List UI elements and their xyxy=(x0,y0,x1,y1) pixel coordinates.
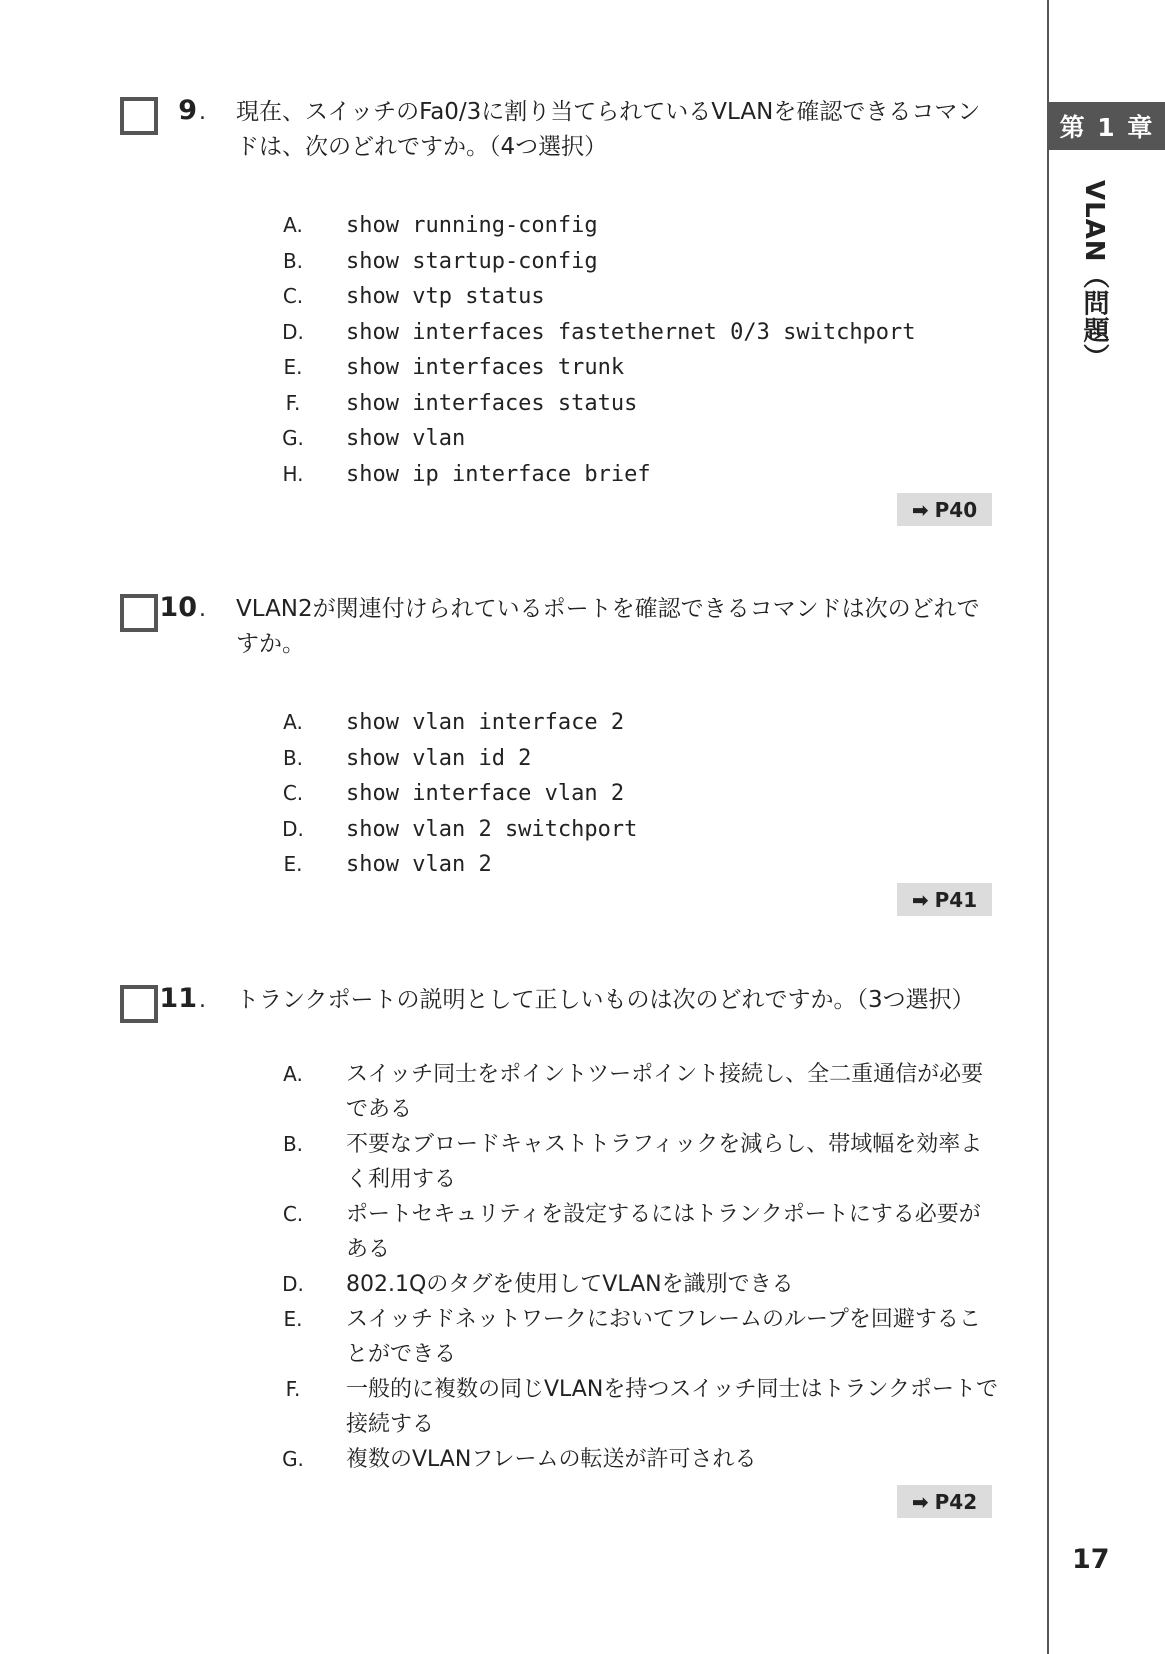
option-item[interactable] xyxy=(278,1442,998,1477)
option-letter: D. xyxy=(282,816,304,841)
question-number xyxy=(108,983,206,1014)
question-number-value: 9 xyxy=(178,95,197,126)
arrow-right-icon: ➡ xyxy=(911,887,929,912)
answer-reference-page: P40 xyxy=(934,497,978,522)
option-item[interactable] xyxy=(278,1057,998,1127)
option-letter: A. xyxy=(283,213,303,237)
option-item[interactable] xyxy=(278,1127,998,1197)
option-letter: A. xyxy=(283,1062,303,1086)
chapter-divider-line xyxy=(1047,0,1049,1654)
question-number-value: 11 xyxy=(159,983,197,1014)
option-item[interactable] xyxy=(278,279,998,315)
option-list xyxy=(278,1057,998,1477)
option-item[interactable] xyxy=(278,1197,998,1267)
option-letter: C. xyxy=(282,284,304,308)
chapter-side-title: VLAN（問題） xyxy=(1079,180,1109,371)
question-number xyxy=(108,592,206,623)
option-letter: B. xyxy=(282,248,304,273)
option-letter: B. xyxy=(282,745,304,770)
option-item[interactable] xyxy=(278,1372,998,1442)
answer-reference-page: P41 xyxy=(934,887,978,912)
option-item[interactable] xyxy=(278,421,998,457)
option-item[interactable] xyxy=(278,457,998,493)
option-list xyxy=(278,208,998,492)
option-letter: E. xyxy=(283,1307,303,1331)
option-letter: C. xyxy=(282,1202,304,1226)
question-number-dot: . xyxy=(199,100,206,125)
question-text: 現在、スイッチのFa0/3に割り当てられているVLANを確認できるコマンドは、次のどれですか。（4つ選択） xyxy=(236,99,981,160)
option-text: 802.1Qのタグを使用してVLANを識別できる xyxy=(346,1272,794,1297)
option-text: スイッチ同士をポイントツーポイント接続し、全二重通信が必要である xyxy=(346,1062,984,1122)
option-item[interactable] xyxy=(278,741,998,777)
option-letter: D. xyxy=(282,319,304,344)
option-letter: E. xyxy=(283,852,303,876)
arrow-right-icon: ➡ xyxy=(911,497,929,522)
option-letter: G. xyxy=(282,426,304,450)
option-text: show interfaces trunk xyxy=(346,355,625,380)
option-text: show vlan interface 2 xyxy=(346,710,625,735)
option-list xyxy=(278,705,998,883)
answer-reference-link[interactable] xyxy=(897,493,992,526)
option-text: show interfaces status xyxy=(346,390,638,416)
option-item[interactable] xyxy=(278,776,998,812)
question-text: VLAN2が関連付けられているポートを確認できるコマンドは次のどれですか。 xyxy=(236,596,980,657)
option-text: show ip interface brief xyxy=(346,461,651,487)
option-item[interactable] xyxy=(278,1267,998,1302)
option-item[interactable] xyxy=(278,208,998,244)
option-item[interactable] xyxy=(278,350,998,386)
option-text: show vlan 2 xyxy=(346,852,492,877)
question-number-dot: . xyxy=(199,988,206,1013)
option-text: show vlan 2 switchport xyxy=(346,816,638,842)
answer-reference-link[interactable] xyxy=(897,1485,992,1518)
option-letter: D. xyxy=(282,1272,304,1296)
question-number xyxy=(108,95,206,126)
option-item[interactable] xyxy=(278,315,998,351)
option-text: show running-config xyxy=(346,213,598,238)
arrow-right-icon: ➡ xyxy=(911,1489,929,1514)
option-text: show vlan xyxy=(346,426,466,451)
option-item[interactable] xyxy=(278,847,998,883)
option-letter: F. xyxy=(285,1377,301,1401)
option-item[interactable] xyxy=(278,705,998,741)
option-text: ポートセキュリティを設定するにはトランクポートにする必要がある xyxy=(346,1202,981,1262)
option-text: show interface vlan 2 xyxy=(346,781,625,806)
answer-reference-link[interactable] xyxy=(897,883,992,916)
page-number: 17 xyxy=(1072,1544,1110,1575)
option-letter: F. xyxy=(285,390,301,415)
option-text: show interfaces fastethernet 0/3 switchport xyxy=(346,319,916,345)
option-text: スイッチドネットワークにおいてフレームのループを回避することができる xyxy=(346,1307,981,1367)
option-item[interactable] xyxy=(278,1302,998,1372)
question-number-dot: . xyxy=(199,597,206,622)
option-text: 不要なブロードキャストトラフィックを減らし、帯域幅を効率よく利用する xyxy=(346,1132,983,1192)
option-letter: H. xyxy=(282,461,304,486)
option-letter: G. xyxy=(282,1447,304,1471)
question-text: トランクポートの説明として正しいものは次のどれですか。（3つ選択） xyxy=(236,987,975,1013)
option-letter: A. xyxy=(283,710,303,734)
answer-reference-page: P42 xyxy=(934,1489,978,1514)
option-text: show vtp status xyxy=(346,284,545,309)
option-text: 複数のVLANフレームの転送が許可される xyxy=(346,1447,757,1472)
question-number-value: 10 xyxy=(159,592,197,623)
option-item[interactable] xyxy=(278,386,998,422)
option-item[interactable] xyxy=(278,244,998,280)
option-letter: C. xyxy=(282,781,304,805)
option-item[interactable] xyxy=(278,812,998,848)
option-letter: B. xyxy=(282,1132,304,1156)
option-text: show startup-config xyxy=(346,248,598,274)
option-letter: E. xyxy=(283,355,303,379)
option-text: 一般的に複数の同じVLANを持つスイッチ同士はトランクポートで接続する xyxy=(346,1377,999,1437)
chapter-tab: 第 1 章 xyxy=(1049,102,1165,150)
option-text: show vlan id 2 xyxy=(346,745,532,771)
